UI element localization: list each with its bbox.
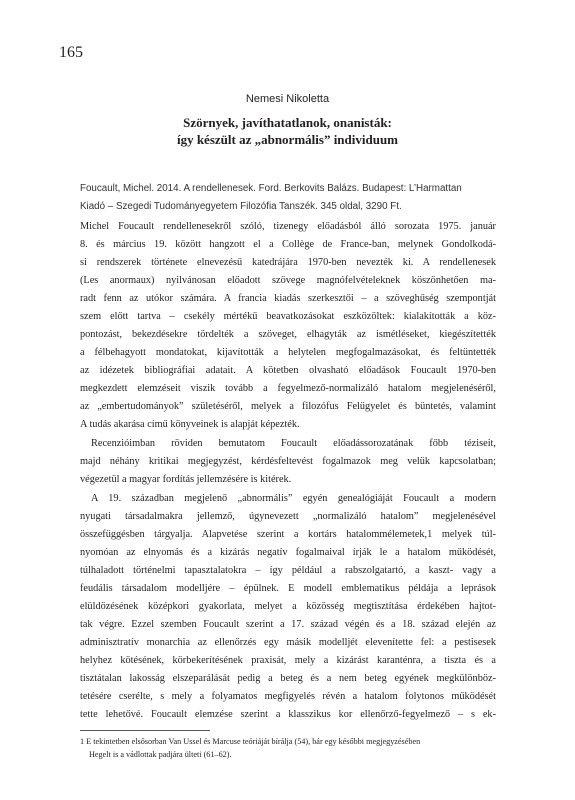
body-line: elüldözésének középkori gyakorlata, melyet a közösség megtisztítása érdekében hajtot-	[80, 601, 496, 612]
body-line: helyhez kötésének, körbekerítésének praxisát, mely a kizárást karanténra, a tiszta és a	[80, 655, 496, 666]
body-line: nyomóan az elnyomás és a kizárás negatív fogalmaival írják le a hatalom működését,	[80, 547, 496, 558]
body-line: szem előtt tartva – csekély mértékű beavatkozásokat eszközöltek: kialakították a köz-	[80, 311, 496, 322]
body-line: tak végre. Ezzel szemben Foucault szerint a 17. század végén és a 18. század elején az	[80, 619, 496, 630]
body-line: majd néhány kritikai megjegyzést, kérdésfeltevést fogalmazok meg velük kapcsolatban;	[80, 456, 496, 467]
body-line: végezetül a magyar fordítás jellemzésére is kitérek.	[80, 474, 292, 485]
body-line: megkezdett elemzéseit viszik tovább a fegyelmező-normalizáló hatalom megjelenéséről,	[80, 383, 496, 394]
page-number: 165	[59, 44, 83, 61]
body-line: az idézetek bibliográfiai adatait. A kötetben olvasható előadások Foucault 1970-ben	[80, 365, 496, 376]
body-line: az „embertudományok” születéséről, melyek a filozófus Felügyelet és büntetés, valamint	[80, 401, 496, 412]
body-line: nyugati társadalmakra jellemző, úgynevezett „normalizáló hatalom” megjelenésével	[80, 511, 496, 522]
article-title	[0, 114, 575, 148]
body-line: Recenzióimban röviden bemutatom Foucault előadássorozatának főbb téziseit,	[91, 438, 496, 449]
body-line: összefüggésben tárgyalja. Alapvetése szerint a kortárs hatalommélemetek,1 melyek túl-	[80, 529, 496, 540]
body-line: adminisztratív monarchia az ellenőrzés egy másik modelljét elevenítette fel: a pestisesek	[80, 637, 496, 648]
citation-line: Foucault, Michel. 2014. A rendellenesek. Ford. Berkovits Balázs. Budapest: L’Harmattan	[80, 183, 462, 194]
body-line: si rendszerek története elnevezésű katedrájára 1970-ben nevezték ki. A rendellenesek	[80, 257, 496, 268]
body-line: (Les anormaux) nyilvánosan előadott szövege magnófelvételeknek köszönhetően ma-	[80, 275, 496, 286]
footnote-line: Hegelt is a vádlottak padjára ülteti (61–62).	[89, 750, 232, 759]
body-line: a félbehagyott mondatokat, kijavították a helytelen megfogalmazásokat, és feltüntették	[80, 347, 496, 358]
body-line: A tudás akarása című könyveinek is alapját képezték.	[80, 419, 300, 430]
citation-line: Kiadó – Szegedi Tudományegyetem Filozófia Tanszék. 345 oldal, 3290 Ft.	[80, 201, 402, 212]
body-line: feudális társadalom modelljére – épülnek. E modell emblematikus példája a leprások	[80, 583, 496, 594]
body-line: tetésére cserélte, s mely a folyamatos megfigyelés révén a hatalom folytonos működését	[80, 691, 496, 702]
footnote-rule	[80, 730, 210, 731]
book-citation	[80, 180, 496, 216]
author-name: Nemesi Nikoletta	[245, 93, 330, 105]
body-line: tette lehetővé. Foucault elemzése szerint a klasszikus kor ellenőrző-fegyelmező – s ek-	[80, 709, 496, 720]
body-line: A 19. században megjelenő „abnormális” egyén genealógiáját Foucault a modern	[91, 493, 496, 504]
footnote-line: 1 E tekintetben elsősorban Van Ussel és Marcuse teóriáját bírálja (54), bár egy későbbi megjegyzésében	[80, 737, 421, 746]
body-line: tisztátalan lakosság elszeparálását pedig a beteg és a nem beteg egyének megkülönböz-	[80, 673, 496, 684]
body-line: pontozást, bekezdésekre tördelték a szöveget, elhagyták az ismétléseket, kiegészítették	[80, 329, 496, 340]
body-line: 8. és március 19. között hangzott el a Collège de France-ban, melynek Gondolkodá-	[80, 239, 496, 250]
body-line: túlhaladott történelmi tapasztalatokra – így például a rabszolgatartó, a kaszt- vagy a	[80, 565, 496, 576]
title-line: így készült az „abnormális” individuum	[176, 132, 399, 147]
title-line: Szörnyek, javíthatatlanok, onanisták:	[183, 115, 392, 130]
body-line: Michel Foucault rendellenesekről szóló, tizenegy előadásból álló sorozata 1975. január	[80, 221, 496, 232]
body-line: radt fenn az utókor számára. A francia kiadás szerkesztői – a szöveghűség szempontját	[80, 293, 496, 304]
